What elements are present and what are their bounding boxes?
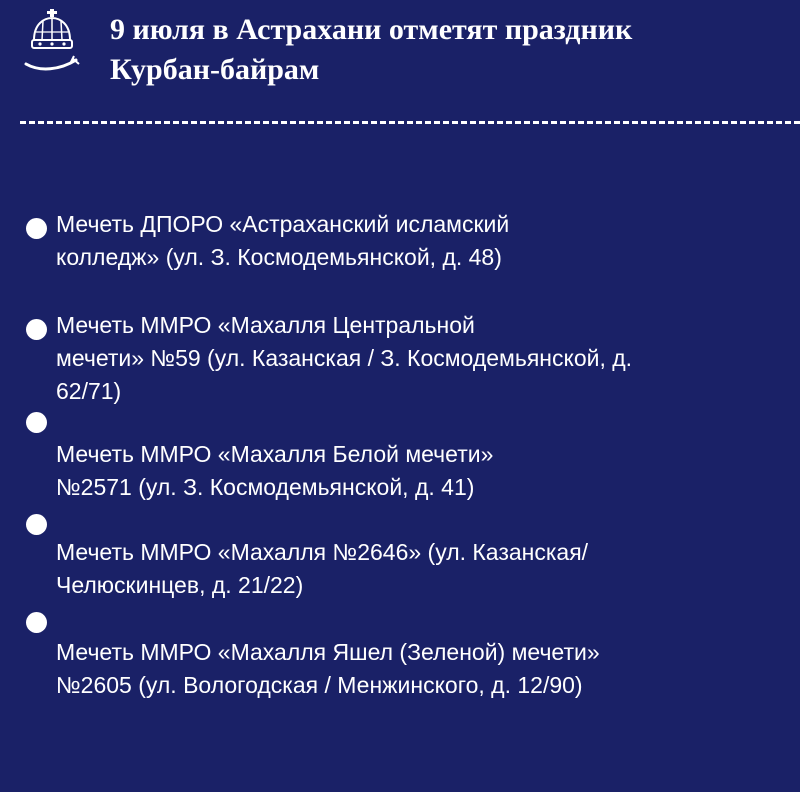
bullet-icon (26, 514, 47, 535)
mosque-text: Мечеть ММРО «Махалля Яшел (Зеленой) мечети» №2605 (ул. Вологодская / Менжинского, д. 12/90) (56, 639, 600, 698)
title-line-2: Курбан-байрам (110, 53, 320, 86)
bullet-icon (26, 612, 47, 633)
mosque-text: Мечеть ММРО «Махалля Белой мечети» №2571 (ул. З. Космодемьянской, д. 41) (56, 441, 494, 500)
page-title (110, 10, 770, 90)
astrakhan-emblem-icon (22, 8, 82, 76)
bullet-icon (26, 319, 47, 340)
dashed-divider (20, 121, 800, 124)
mosque-text: Мечеть ММРО «Махалля Центральной мечети» №59 (ул. Казанская / З. Космодемьянской, д. 62/71) (56, 312, 633, 404)
mosque-text: Мечеть ДПОРО «Астраханский исламский колледж» (ул. З. Космодемьянской, д. 48) (56, 211, 510, 270)
bullet-icon (26, 412, 47, 433)
title-line-1: 9 июля в Астрахани отметят праздник (110, 13, 633, 46)
mosque-text: Мечеть ММРО «Махалля №2646» (ул. Казанская/ Челюскинцев, д. 21/22) (56, 539, 589, 598)
bullet-icon (26, 218, 47, 239)
